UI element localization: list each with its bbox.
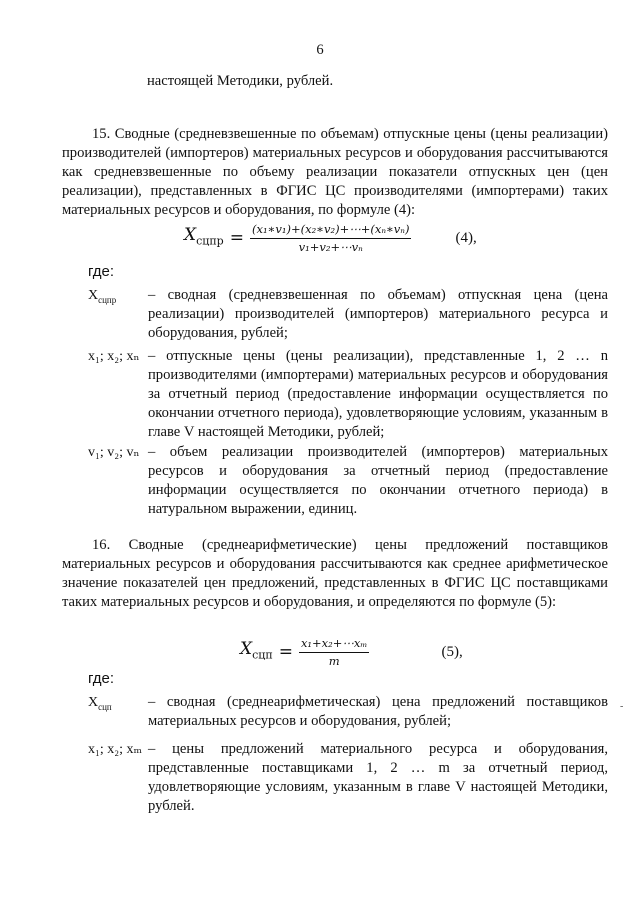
- equals-sign: =: [278, 642, 293, 662]
- formula-5: [240, 636, 463, 669]
- formula-4: [184, 222, 477, 255]
- where-label-1: где:: [88, 263, 115, 280]
- paragraph-15-text: 15. Сводные (средневзвешенные по объемам) отпускные цены (цены реализации) производителей (импортеров) материальных ресурсов и оборудования рассчитываются как средневзвешенные по объему реализации показатели отпускных цен (цен реализации), представленных в ФГИС ЦС производителями (импортерами) таких материальных ресурсов и оборудования, по формуле (4):: [62, 126, 608, 218]
- paragraph-15: [62, 125, 608, 220]
- formula-4-lhs: $X_{сцпр}$: [184, 225, 224, 248]
- definition-text: – цены предложений материального ресурса и оборудования, представленные поставщиками 1, 2 … m за отчетный период, удовлетворяющие условиям, указанным в главе V настоящей Методики, рублей.: [148, 741, 608, 814]
- continued-line: настоящей Методики, рублей.: [147, 73, 334, 89]
- where-label-2: где:: [88, 670, 115, 687]
- definition-text: – сводная (среднеарифметическая) цена предложений поставщиков материальных ресурсов и оборудования, рублей;: [148, 694, 608, 729]
- definition-term: v₁; v₂; vₙ: [88, 445, 140, 460]
- formula-4-numerator: (x₁∗v₁)+(x₂∗v₂)+⋯+(xₙ∗vₙ): [250, 222, 412, 239]
- margin-mark: -: [620, 701, 624, 712]
- definition-text: – отпускные цены (цены реализации), представленные 1, 2 … n производителями (импортерами) материальных ресурсов и оборудования за отчетный период (предоставление информации осуществляется по окончании отчетного периода), удовлетворяющие условиям, указанным в главе V настоящей Методики, рублей;: [148, 348, 608, 440]
- paragraph-16-text: 16. Сводные (среднеарифметические) цены предложений поставщиков материальных ресурсов и оборудования рассчитываются как среднее арифметическое значение показателей цен предложений, представленных в ФГИС ЦС поставщиками таких материальных ресурсов и оборудования, и определяются по формуле (5):: [62, 537, 608, 610]
- formula-4-denominator: v₁+v₂+⋯vₙ: [298, 240, 363, 254]
- definition-term: $Х_{сцпр}$: [88, 288, 117, 305]
- formula-5-number: (5),: [441, 644, 463, 660]
- formula-4-fraction: [250, 222, 412, 255]
- formula-5-numerator: x₁+x₂+⋯xₘ: [299, 636, 370, 653]
- definition-term: $Х_{сцп}$: [88, 695, 112, 712]
- equals-sign: =: [229, 228, 244, 248]
- definition-text: – сводная (средневзвешенная по объемам) отпускная цена (цена реализации) производителей (импортеров) материального ресурса и оборудования, рублей;: [148, 287, 608, 341]
- formula-4-number: (4),: [455, 230, 477, 246]
- definition-text: – объем реализации производителей (импортеров) материальных ресурсов и оборудования за отчетный период (предоставление информации осуществляется по окончании отчетного периода) в натуральном выражении, единиц.: [148, 444, 608, 517]
- definition-term: x₁; x₂; xₙ: [88, 349, 140, 364]
- paragraph-16: [62, 536, 608, 612]
- formula-5-lhs: $X_{сцп}$: [240, 639, 273, 662]
- page-number: 6: [316, 42, 324, 58]
- formula-5-fraction: [299, 636, 370, 669]
- formula-5-denominator: m: [328, 654, 340, 668]
- definition-term: x₁; x₂; xₘ: [88, 742, 143, 757]
